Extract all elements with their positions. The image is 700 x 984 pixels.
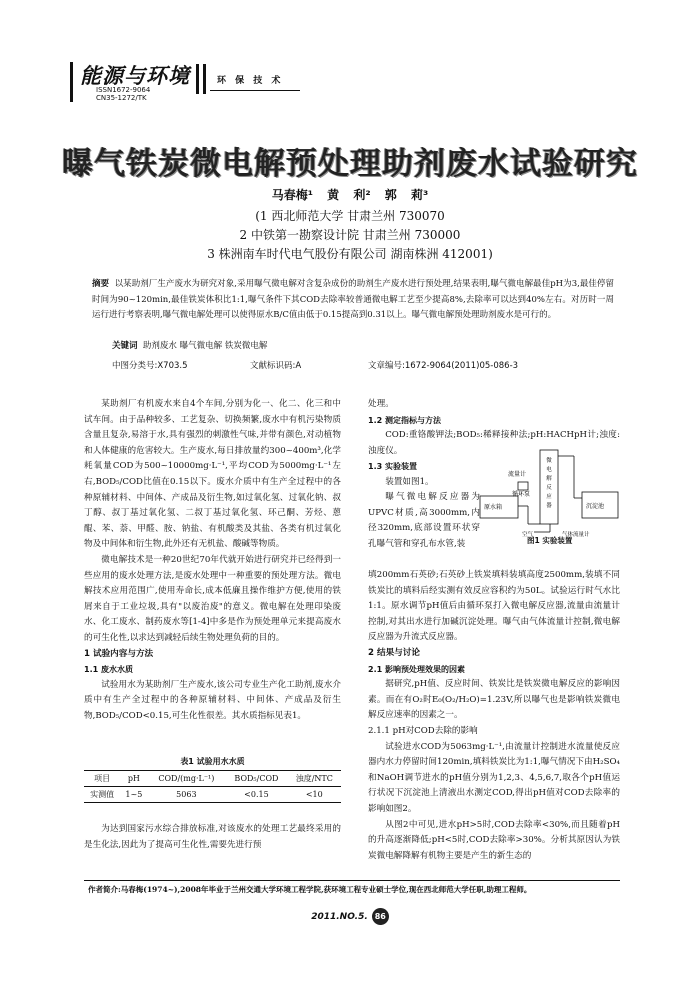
article-title: 曝气铁炭微电解预处理助剂废水试验研究 <box>62 146 638 182</box>
paragraph: 试验进水COD为5063mg·L⁻¹,由流量计控制进水流量使反应器内水力停留时间120min,填料铁炭比为1:1,曝气情况下由H₂SO₄和NaOH调节进水的pH值分别为1,2,3、4,5,6,7,取各个pH值运行状况下沉淀池上清液出水测定COD,得出pH值对COD去除率的影响如图2。 <box>368 741 620 814</box>
label-raw-tank: 原水箱 <box>484 504 503 511</box>
paragraph: COD:重铬酸钾法;BOD₅:稀释接种法;pH:HACHpH计;浊度:浊度仪。 <box>368 430 620 456</box>
table-cell: <10 <box>288 787 341 803</box>
table-cell: 1~5 <box>120 787 147 803</box>
article-number: 文章编号:1672-9064(2011)05-086-3 <box>368 361 519 371</box>
label-settle-tank: 沉淀池 <box>586 503 605 510</box>
affiliation: (1 西北师范大学 甘肃兰州 730070 <box>255 209 445 223</box>
label-pump: 循环泵 <box>512 491 531 498</box>
left-column <box>84 397 341 724</box>
footnote-rule <box>84 880 620 881</box>
affiliation: 2 中铁第一勘察设计院 甘肃兰州 730000 <box>239 228 461 242</box>
figure-caption: 图1 实验装置 <box>527 536 573 545</box>
paragraph: 微电解技术是一种20世纪70年代就开始进行研究并已经得到一些应用的废水处理方法,是废水处理中一种重要的预处理方法。微电解技术应用范围广,使用寿命长,成本低廉且操作维护方便,使用的铁屑来自于工业垃圾,具有"以废治废"的意义。微电解在处理印染废水、化工废水、制药废水等[1-4]中多是作为预处理单元来提高废水的可生化性,以求达到减轻后续生物处理负荷的目的。 <box>84 554 341 643</box>
section-tag: 环 保 技 术 <box>217 76 284 86</box>
keywords-label: 关键词 <box>112 341 138 351</box>
table-header: 项目 <box>84 771 120 787</box>
label-flowmeter: 流量计 <box>508 471 527 478</box>
subsection-heading: 1.3 实验装置 <box>368 462 417 472</box>
table-cell: 实测值 <box>84 787 120 803</box>
abstract-label: 摘要 <box>92 279 110 289</box>
table-cell: 5063 <box>147 787 225 803</box>
page-number: 86 <box>372 908 389 925</box>
cn-text: CN35-1272/TK <box>96 94 147 102</box>
authors: 马春梅¹ 黄 利² 郭 莉³ <box>271 188 429 202</box>
right-column-lower <box>368 568 620 864</box>
paragraph: 为达到国家污水综合排放标准,对该废水的处理工艺最终采用的是生化法,因此为了提高可生化性,需要先进行预 <box>84 824 341 850</box>
table-header: pH <box>120 771 147 787</box>
subsection-heading: 2.1 影响预处理效果的因素 <box>368 664 465 674</box>
reactor-char: 应 <box>546 494 552 500</box>
reactor-char: 电 <box>546 467 552 473</box>
water-quality-table <box>84 770 341 803</box>
paragraph: 某助剂厂有机废水来自4个车间,分别为化一、化二、化三和中试车间。由于品种较多、工艺复杂、切换频繁,废水中有机污染物质含量且复杂,易溶于水,具有强烈的刺激性气味,并带有颜色,对动植物和人体健康的危害较大。生产废水,每日排放量约300~400m³,化学耗氧量COD为500~10000mg·L⁻¹,平均COD为5000mg·L⁻¹左右,BOD₅/COD比值在0.15以下。废水介质中有生产全过程中的各种原辅材料、中间体、产成品及衍生物,如过氧化氢、过氧化钠、叔丁醇、叔丁基过氧化氢、二叔丁基过氧化氢、环己酮、芳烃、蒽醌、苯、萘、甲醛、胺、钠盐、有机酸类及其盐、各类有机过氧化物及中间体和衍生物,此外还有无机盐、酸碱等物质。 <box>84 399 341 550</box>
table-cell: <0.15 <box>225 787 287 803</box>
keywords <box>112 339 267 351</box>
paragraph: 从图2中可见,进水pH>5时,COD去除率<30%,而且随着pH的升高逐渐降低;pH<5时,COD去除率>30%。分析其原因认为铁炭微电解降解有机物主要是产生的新生态的 <box>368 819 620 861</box>
header-bar <box>70 62 73 102</box>
paragraph: 据研究,pH值、反应时间、铁炭比是铁炭微电解反应的影响因素。而在有O₂时E₀(O₂/H₂O)=1.23V,所以曝气也是影响铁炭微电解反应速率的因素之一。 <box>368 679 620 721</box>
keywords-text: 助剂废水 曝气微电解 铁炭微电解 <box>142 341 268 351</box>
left-column-tail <box>84 822 341 853</box>
paragraph: 曝气微电解反应器为UPVC材质,高3000mm,内径320mm,底部设置环状穿孔曝气管和穿孔布水管,装 <box>368 492 480 549</box>
subsection-heading: 1.2 测定指标与方法 <box>368 415 441 425</box>
section-heading: 2 结果与讨论 <box>368 647 420 658</box>
journal-name: 能源与环境 <box>80 63 190 88</box>
table-header: COD/(mg·L⁻¹) <box>147 771 225 787</box>
issn-text: ISSN1672-9064 <box>96 86 151 94</box>
subsection-heading: 1.1 废水水质 <box>84 665 133 675</box>
reactor-char: 反 <box>546 485 552 491</box>
table-header: BOD₅/COD <box>225 771 287 787</box>
right-column-narrow <box>368 490 480 552</box>
paragraph: 装置如图1。 <box>385 476 434 487</box>
paragraph: 处理。 <box>368 399 394 409</box>
section-heading: 1 试验内容与方法 <box>84 648 154 659</box>
abstract <box>92 277 614 324</box>
issue-label: 2011.NO.5. <box>311 912 368 922</box>
affiliation: 3 株洲南车时代电气股份有限公司 湖南株洲 412001) <box>207 247 493 261</box>
table-header: 浊度/NTC <box>288 771 341 787</box>
label-gas-flowmeter: 气体流量计 <box>562 532 590 538</box>
doc-code: 文献标识码:A <box>250 361 302 371</box>
subsubsection-heading: 2.1.1 pH对COD去除的影响 <box>368 725 478 736</box>
page-footer <box>0 908 700 925</box>
author-footnote: 作者简介:马春梅(1974~),2008年毕业于兰州交通大学环境工程学院,获环境工程专业硕士学位,现在西北师范大学任职,助理工程师。 <box>88 885 532 894</box>
paragraph: 试验用水为某助剂厂生产废水,该公司专业生产化工助剂,废水介质中有生产全过程中的各种原辅材料、中间体、产成品及衍生物,BOD₅/COD<0.15,可生化性很差。其水质指标见表1。 <box>84 679 341 721</box>
abstract-text: 以某助剂厂生产废水为研究对象,采用曝气微电解对含复杂成份的助剂生产废水进行预处理,结果表明,曝气微电解最佳pH为3,最佳停留时间为90~120min,最佳铁炭体积比1:1,曝气条件下其COD去除率较普通微电解工艺至少提高8%,去除率可以达到40%左右。对历时一周运行进行考察表明,曝气微电解处理可以使得原水B/C值由低于0.15提高到0.31以上。曝气微电解预处理助剂废水是可行的。 <box>92 279 614 320</box>
reactor-char: 器 <box>546 503 552 509</box>
clc-number: 中图分类号:X703.5 <box>112 361 188 371</box>
header-bar <box>196 64 199 94</box>
paragraph: 填200mm石英砂;石英砂上铁炭填料装填高度2500mm,装填不同铁炭比的填料后经实测有效反应容积约为50L。试验运行时气水比1:1。原水调节pH值后由循环泵打入微电解反应器,流量由流量计控制,对其出水进行加碱沉淀处理。曝气由气体流量计控制,微电解反应器为升流式反应器。 <box>368 570 620 643</box>
header-bar <box>203 64 206 94</box>
label-air: 空气 <box>522 532 534 538</box>
reactor-char: 解 <box>546 476 552 482</box>
label-reactor <box>546 456 552 509</box>
journal-issn <box>96 86 150 102</box>
table-caption: 表1 试验用水水质 <box>180 757 245 766</box>
reactor-char: 微 <box>546 458 552 464</box>
apparatus-diagram <box>478 446 622 538</box>
pump-shape <box>518 482 528 490</box>
header-rule <box>210 90 300 91</box>
